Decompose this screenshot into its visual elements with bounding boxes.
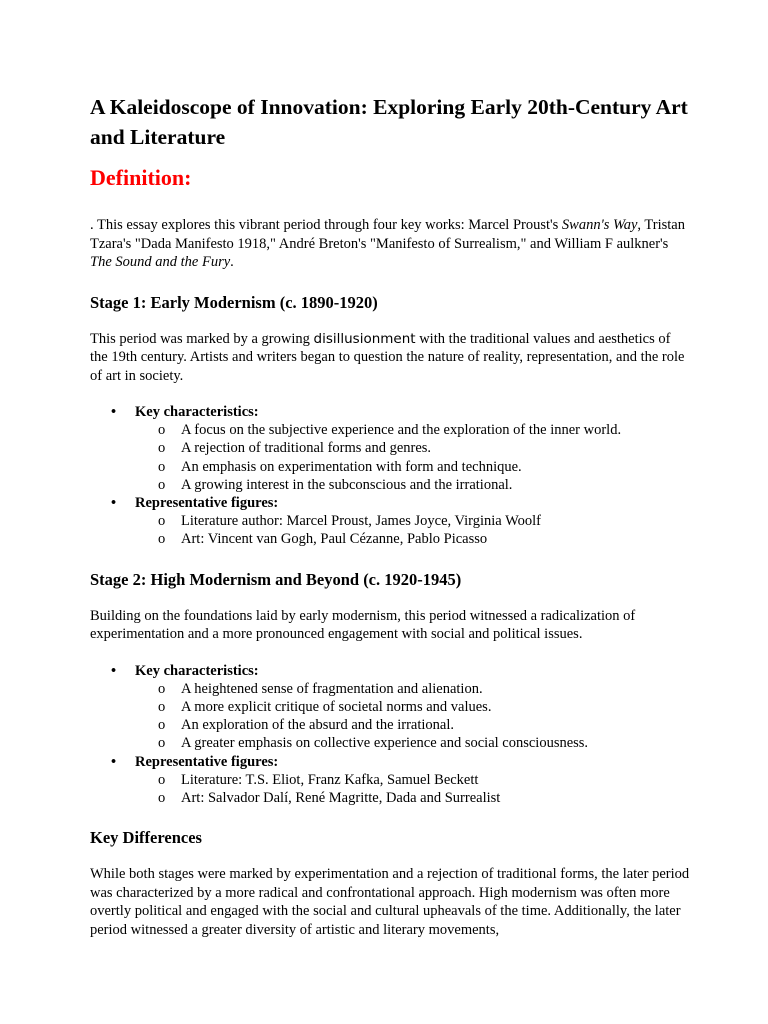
stage2-paragraph: Building on the foundations laid by early modernism, this period witnessed a radicalization of experimentation and a more pronounced engagement with social and political issues. [90,607,636,643]
stage1-text-1: This period was marked by a growing [90,330,314,347]
list-item [90,789,690,807]
stage1-list [90,403,690,549]
bullet-marker: • [111,662,117,679]
bullet-marker: • [111,404,117,420]
list-item-text: A focus on the subjective experience and the exploration of the inner world. [181,422,622,439]
sub-bullet-marker: o [158,699,166,716]
stage2-figures-sublist [135,771,690,807]
list-item [90,421,690,439]
intro-text-1: . This essay explores this vibrant period through four key works: Marcel Proust's [90,217,562,233]
list-item-text: Literature author: Marcel Proust, James Joyce, Virginia Woolf [181,513,541,530]
stage2-representative-figures [90,753,690,808]
stage1-text-sans: disillusionment [313,330,416,347]
intro-paragraph [90,216,690,272]
list-item-text: An emphasis on experimentation with form and technique. [181,458,522,475]
stage1-figures-sublist [135,512,690,548]
stage1-key-characteristics [90,403,690,494]
sub-bullet-marker: o [158,476,166,493]
list-item-text: A more explicit critique of societal norms and values. [181,699,492,716]
list-item-text: A greater emphasis on collective experience and social consciousness. [181,735,589,752]
differences-paragraph: While both stages were marked by experimentation and a rejection of traditional forms, the later period was characterized by a more radical and confrontational approach. High modernism was often more overtly political and engaged with the social and cultural upheavals of the time. Additionally, the later period witnessed a greater diversity of artistic and literary movements, [90,866,690,938]
list-item-text: An exploration of the absurd and the irrational. [181,717,455,734]
stage1-key-label: Key characteristics: [135,404,259,420]
list-item-text: Art: Vincent van Gogh, Paul Cézanne, Pablo Picasso [181,531,488,548]
stage2-key-characteristics [90,662,690,753]
bullet-marker: • [111,753,117,770]
list-item [90,512,690,530]
sub-bullet-marker: o [158,735,166,752]
sub-bullet-marker: o [158,531,166,548]
definition-heading: Definition: [90,165,192,190]
list-item-text: A rejection of traditional forms and genres. [181,440,432,457]
list-item [90,439,690,457]
stage1-figures-label: Representative figures: [135,495,279,512]
bullet-marker: • [111,495,117,512]
list-item [90,476,690,494]
document-title: A Kaleidoscope of Innovation: Exploring Early 20th-Century Art and Literature [90,95,688,149]
list-item [90,698,690,716]
list-item [90,458,690,476]
stage1-paragraph [90,330,690,386]
list-item-text: Literature: T.S. Eliot, Franz Kafka, Samuel Beckett [181,771,479,788]
sub-bullet-marker: o [158,440,166,457]
list-item-text: Art: Salvador Dalí, René Magritte, Dada and Surrealist [181,790,501,807]
intro-title-sound-and-fury: The Sound and the Fury [90,254,231,270]
stage2-key-sublist [135,680,690,753]
sub-bullet-marker: o [158,790,166,807]
stage2-heading: Stage 2: High Modernism and Beyond (c. 1920-1945) [90,569,462,589]
stage2-list [90,662,690,808]
sub-bullet-marker: o [158,717,166,734]
intro-title-swanns-way: Swann's Way [561,217,638,233]
intro-text-2: , Tristan Tzara's "Dada Manifesto 1918," André Breton's "Manifesto of Surrealism," and William F aulkner's [90,217,685,252]
list-item [90,530,690,548]
stage2-figures-label: Representative figures: [135,753,279,770]
stage1-heading: Stage 1: Early Modernism (c. 1890-1920) [90,292,378,312]
stage1-key-sublist [135,421,690,494]
sub-bullet-marker: o [158,458,166,475]
stage1-text-2: with the traditional values and aesthetics of the 19th century. Artists and writers began to question the nature of reality, representation, and the role of art in society. [90,330,685,384]
differences-heading: Key Differences [90,828,202,848]
sub-bullet-marker: o [158,422,166,439]
list-item [90,771,690,789]
sub-bullet-marker: o [158,680,166,697]
list-item [90,680,690,698]
list-item-text: A growing interest in the subconscious and the irrational. [181,476,513,493]
list-item [90,734,690,752]
list-item-text: A heightened sense of fragmentation and alienation. [181,680,483,697]
list-item [90,716,690,734]
intro-text-3: . [230,254,234,270]
sub-bullet-marker: o [158,513,166,530]
sub-bullet-marker: o [158,771,166,788]
stage2-key-label: Key characteristics: [135,662,259,679]
stage1-representative-figures [90,494,690,549]
document-page [90,92,690,939]
